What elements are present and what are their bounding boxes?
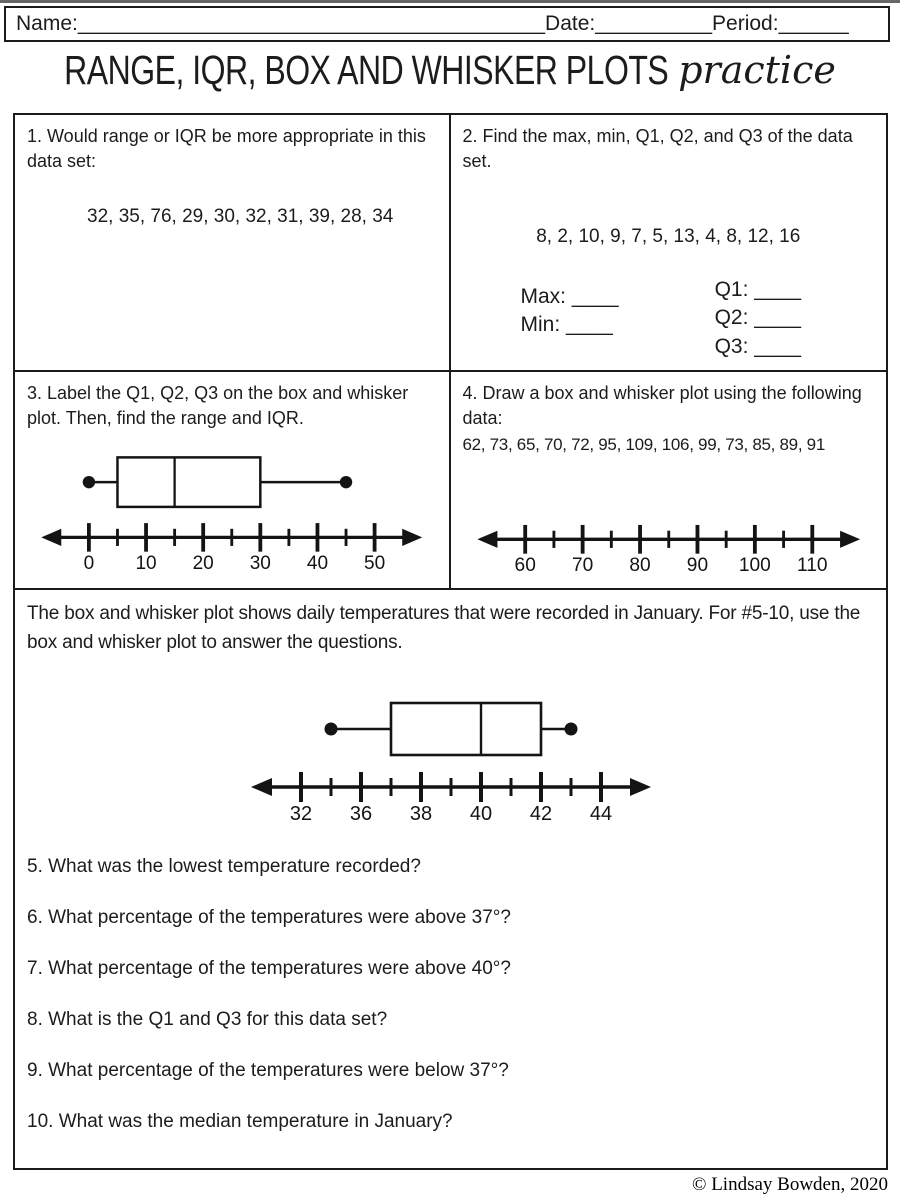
q3-blank-row: [715, 333, 801, 361]
problem-2-data-set: 8, 2, 10, 9, 7, 5, 13, 4, 8, 12, 16: [536, 225, 801, 247]
name-blank-line: ________________________________________: [77, 12, 546, 35]
problem-4-text: 4. Draw a box and whisker plot using the following data:: [462, 382, 862, 428]
question-8: 8. What is the Q1 and Q3 for this data set?: [27, 1009, 388, 1030]
svg-text:0: 0: [83, 552, 95, 574]
worksheet-title: [0, 48, 900, 106]
problem-4-cell: [451, 372, 887, 588]
svg-text:50: 50: [364, 552, 386, 574]
box-whisker-plot-january: [236, 679, 666, 827]
max-blank-row: [521, 283, 619, 311]
svg-text:90: 90: [686, 554, 708, 576]
svg-text:20: 20: [192, 552, 214, 574]
name-date-period-bar: [4, 6, 890, 42]
svg-text:38: 38: [409, 803, 432, 825]
svg-text:32: 32: [289, 803, 312, 825]
min-blank-row: [521, 311, 619, 339]
q3-label: Q3:: [714, 334, 749, 358]
temperature-section: [15, 590, 886, 1168]
svg-text:80: 80: [628, 554, 651, 576]
svg-text:40: 40: [469, 803, 492, 825]
number-line-q4: [463, 513, 875, 579]
svg-text:110: 110: [796, 554, 828, 576]
problems-row-1: [15, 115, 886, 372]
q1-blank-row: [715, 276, 801, 304]
svg-text:36: 36: [349, 803, 372, 825]
svg-text:40: 40: [306, 552, 329, 574]
problem-3-cell: [15, 372, 451, 588]
problem-3-text: 3. Label the Q1, Q2, Q3 on the box and whisker plot. Then, find the range and IQR.: [27, 382, 409, 428]
period-label: Period:: [712, 12, 779, 35]
worksheet-body: [13, 113, 888, 1170]
section-intro-text: The box and whisker plot shows daily temperatures that were recorded in January. For #5-10, use the box and whisker plot to answer the questions.: [27, 603, 861, 653]
question-9: 9. What percentage of the temperatures were below 37°?: [27, 1060, 509, 1081]
problem-2-text: 2. Find the max, min, Q1, Q2, and Q3 of the data set.: [462, 126, 853, 171]
question-6: 6. What percentage of the temperatures were above 37°?: [27, 907, 511, 928]
max-min-column: [521, 283, 619, 361]
date-blank-line: __________: [595, 12, 713, 35]
question-7: 7. What percentage of the temperatures were above 40°?: [27, 958, 511, 979]
date-label: Date:: [545, 12, 596, 35]
problem-1-data-set: 32, 35, 76, 29, 30, 32, 31, 39, 28, 34: [87, 205, 394, 227]
box-whisker-plot-q3: [27, 431, 437, 579]
q2-blank-row: [715, 304, 801, 332]
q2-label: Q2:: [714, 306, 749, 330]
problem-1-text: 1. Would range or IQR be more appropriate in this data set:: [27, 126, 426, 171]
min-blank-line: ____: [566, 313, 613, 337]
question-5: 5. What was the lowest temperature recorded?: [27, 856, 421, 877]
page-title-accent: practice: [678, 48, 836, 92]
svg-text:60: 60: [514, 554, 536, 576]
page-top-edge: [0, 0, 900, 3]
svg-text:42: 42: [529, 803, 552, 825]
max-blank-line: ____: [571, 284, 619, 308]
problem-2-answer-blanks: [463, 276, 875, 361]
question-10: 10. What was the median temperature in January?: [27, 1111, 453, 1132]
q2-blank-line: ____: [754, 306, 801, 330]
svg-text:100: 100: [738, 554, 771, 576]
svg-text:44: 44: [589, 803, 612, 825]
min-label: Min:: [520, 313, 561, 337]
quartile-column: [715, 276, 801, 361]
problem-4-data-set: 62, 73, 65, 70, 72, 95, 109, 106, 99, 73, 85, 89, 91: [462, 434, 825, 454]
svg-text:10: 10: [135, 552, 157, 574]
q1-blank-line: ____: [754, 277, 801, 301]
period-blank-line: ______: [778, 12, 849, 35]
svg-text:30: 30: [249, 552, 271, 574]
question-list: [27, 856, 874, 1162]
q1-label: Q1:: [714, 277, 749, 301]
page-title: RANGE, IQR, BOX AND WHISKER PLOTS: [64, 46, 669, 93]
name-label: Name:: [16, 12, 78, 35]
problem-2-cell: [451, 115, 887, 370]
svg-text:70: 70: [571, 554, 593, 576]
problem-1-cell: [15, 115, 451, 370]
problems-row-2: [15, 372, 886, 590]
max-label: Max:: [520, 284, 567, 308]
copyright-footer: © Lindsay Bowden, 2020: [692, 1174, 888, 1195]
q3-blank-line: ____: [754, 334, 801, 358]
